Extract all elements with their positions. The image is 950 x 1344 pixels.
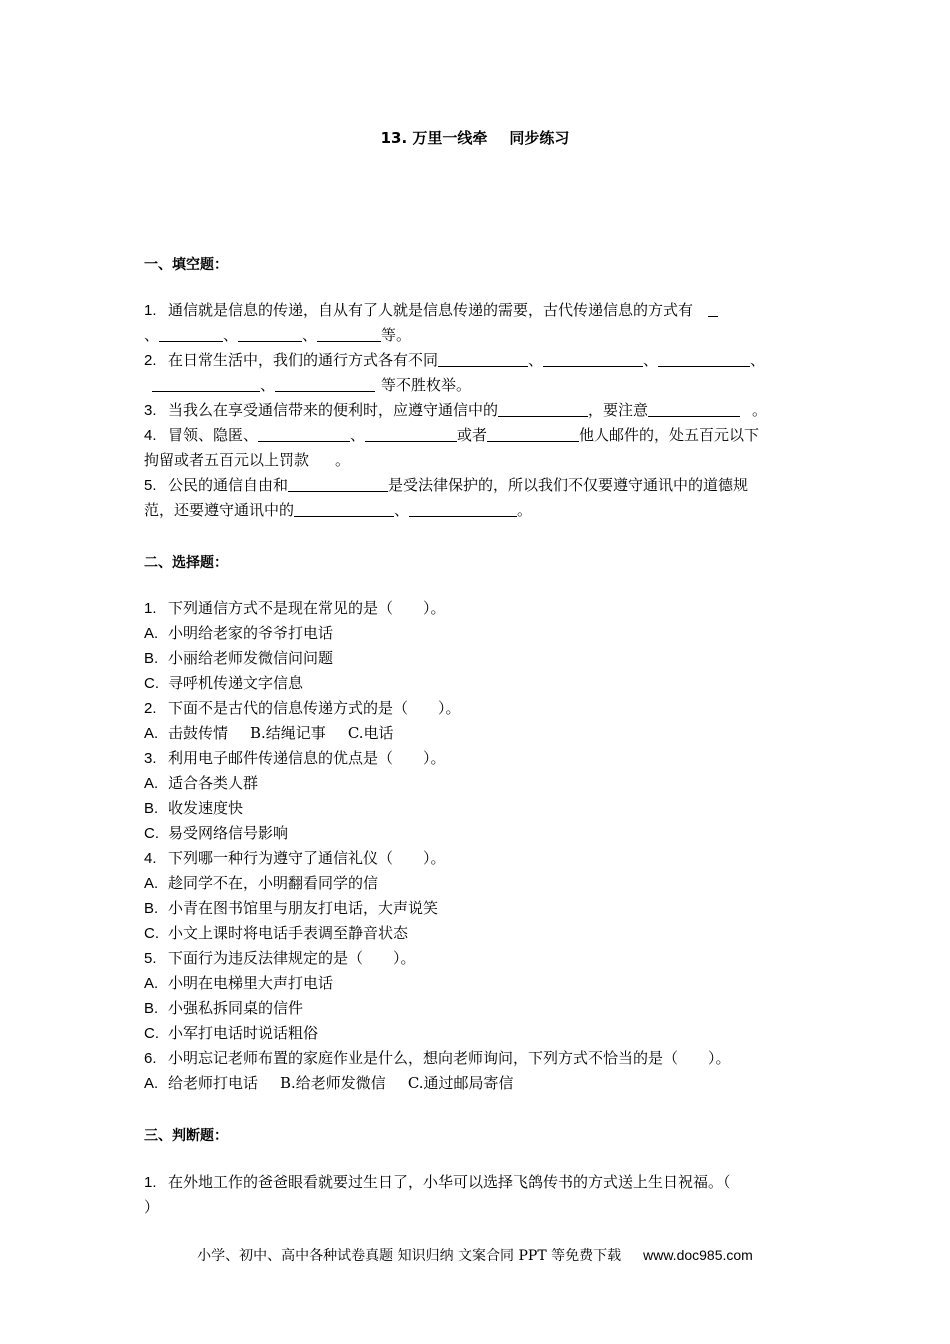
fill-blank[interactable] (658, 351, 750, 367)
fill-blank[interactable] (294, 501, 394, 517)
choice-q6-option-a[interactable]: A. 给老师打电话 (144, 1074, 259, 1092)
choice-q4-option-a[interactable]: A. 趁同学不在，小明翻看同学的信 (144, 874, 379, 892)
choice-q2-option-a[interactable]: A. 击鼓传情 (144, 724, 229, 742)
fill-q2-line1: 2. 在日常生活中，我们的通行方式各有不同 、 、 、 (144, 351, 766, 369)
fill-blank[interactable] (317, 326, 381, 342)
footer-url[interactable]: www.doc985.com (643, 1247, 753, 1263)
choice-q4: 4. 下列哪一种行为遵守了通信礼仪（ ）。 (144, 849, 446, 867)
choice-q2-option-c[interactable]: C.电话 (347, 724, 394, 742)
choice-q6-option-b[interactable]: B.给老师发微信 (280, 1074, 386, 1092)
fill-blank[interactable] (409, 501, 517, 517)
choice-q5-option-b[interactable]: B. 小强私拆同桌的信件 (144, 999, 304, 1017)
page-footer (0, 1245, 950, 1265)
fill-q3: 3. 当我么在享受通信带来的便利时，应遵守通信中的 ，要注意 。 (144, 401, 768, 419)
fill-blank[interactable] (238, 326, 302, 342)
choice-q5-option-a[interactable]: A. 小明在电梯里大声打电话 (144, 974, 334, 992)
fill-blank[interactable] (438, 351, 528, 367)
fill-q1-line1: 1. 通信就是信息的传递，自从有了人就是信息传递的需要，古代传递信息的方式有 (144, 300, 718, 321)
title-sub: 同步练习 (509, 129, 570, 147)
fill-blank[interactable] (648, 401, 740, 417)
fill-blank[interactable] (288, 476, 388, 492)
choice-q6: 6. 小明忘记老师布置的家庭作业是什么，想向老师询问，下列方式不恰当的是（ ）。 (144, 1049, 731, 1067)
choice-q3: 3. 利用电子邮件传递信息的优点是（ ）。 (144, 749, 446, 767)
section-fill-heading: 一、填空题： (144, 257, 228, 273)
title-main: 13. 万里一线牵 (380, 129, 488, 147)
judge-q1-line2: ） (144, 1198, 160, 1216)
fill-blank[interactable] (159, 326, 223, 342)
choice-q2-option-b[interactable]: B.结绳记事 (250, 724, 326, 742)
choice-q1: 1. 下列通信方式不是现在常见的是（ ）。 (144, 599, 446, 617)
fill-blank[interactable] (543, 351, 643, 367)
fill-q4-line1: 4. 冒领、隐匿、 、 或者 他人邮件的，处五百元以下 (144, 426, 760, 444)
fill-blank[interactable] (708, 301, 718, 317)
choice-q1-option-b[interactable]: B. 小丽给老师发微信问问题 (144, 649, 334, 667)
choice-q1-option-c[interactable]: C. 寻呼机传递文字信息 (144, 674, 304, 692)
choice-q4-option-c[interactable]: C. 小文上课时将电话手表调至静音状态 (144, 924, 409, 942)
fill-blank[interactable] (275, 376, 375, 392)
fill-blank[interactable] (487, 426, 579, 442)
footer-text: 小学、初中、高中各种试卷真题 知识归纳 文案合同 PPT 等免费下载 (197, 1248, 622, 1264)
fill-q4-line2: 拘留或者五百元以上罚款 。 (144, 451, 351, 469)
fill-q1-line2: 、 、 、 等。 (144, 326, 412, 344)
fill-blank[interactable] (258, 426, 350, 442)
choice-q2: 2. 下面不是古代的信息传递方式的是（ ）。 (144, 699, 461, 717)
page-title (0, 127, 950, 148)
choice-q2-options (144, 723, 394, 744)
fill-blank[interactable] (498, 401, 588, 417)
choice-q6-options (144, 1073, 514, 1094)
judge-q1-line1: 1. 在外地工作的爸爸眼看就要过生日了，小华可以选择飞鸽传书的方式送上生日祝福。（ (144, 1173, 731, 1191)
choice-q1-option-a[interactable]: A. 小明给老家的爷爷打电话 (144, 624, 334, 642)
choice-q5: 5. 下面行为违反法律规定的是（ ）。 (144, 949, 416, 967)
section-judge-heading: 三、判断题： (144, 1128, 228, 1144)
choice-q5-option-c[interactable]: C. 小军打电话时说话粗俗 (144, 1024, 319, 1042)
fill-blank[interactable] (365, 426, 457, 442)
fill-q2-line2: 、 等不胜枚举。 (152, 375, 471, 395)
section-choice-heading: 二、选择题： (144, 555, 228, 571)
fill-q5-line1: 5. 公民的通信自由和 是受法律保护的，所以我们不仅要遵守通讯中的道德规 (144, 476, 749, 494)
fill-blank[interactable] (152, 376, 260, 392)
choice-q3-option-b[interactable]: B. 收发速度快 (144, 799, 244, 817)
choice-q3-option-c[interactable]: C. 易受网络信号影响 (144, 824, 289, 842)
choice-q4-option-b[interactable]: B. 小青在图书馆里与朋友打电话，大声说笑 (144, 899, 439, 917)
fill-q5-line2: 范，还要遵守通讯中的 、 。 (144, 501, 533, 519)
choice-q6-option-c[interactable]: C.通过邮局寄信 (407, 1074, 514, 1092)
choice-q3-option-a[interactable]: A. 适合各类人群 (144, 774, 259, 792)
